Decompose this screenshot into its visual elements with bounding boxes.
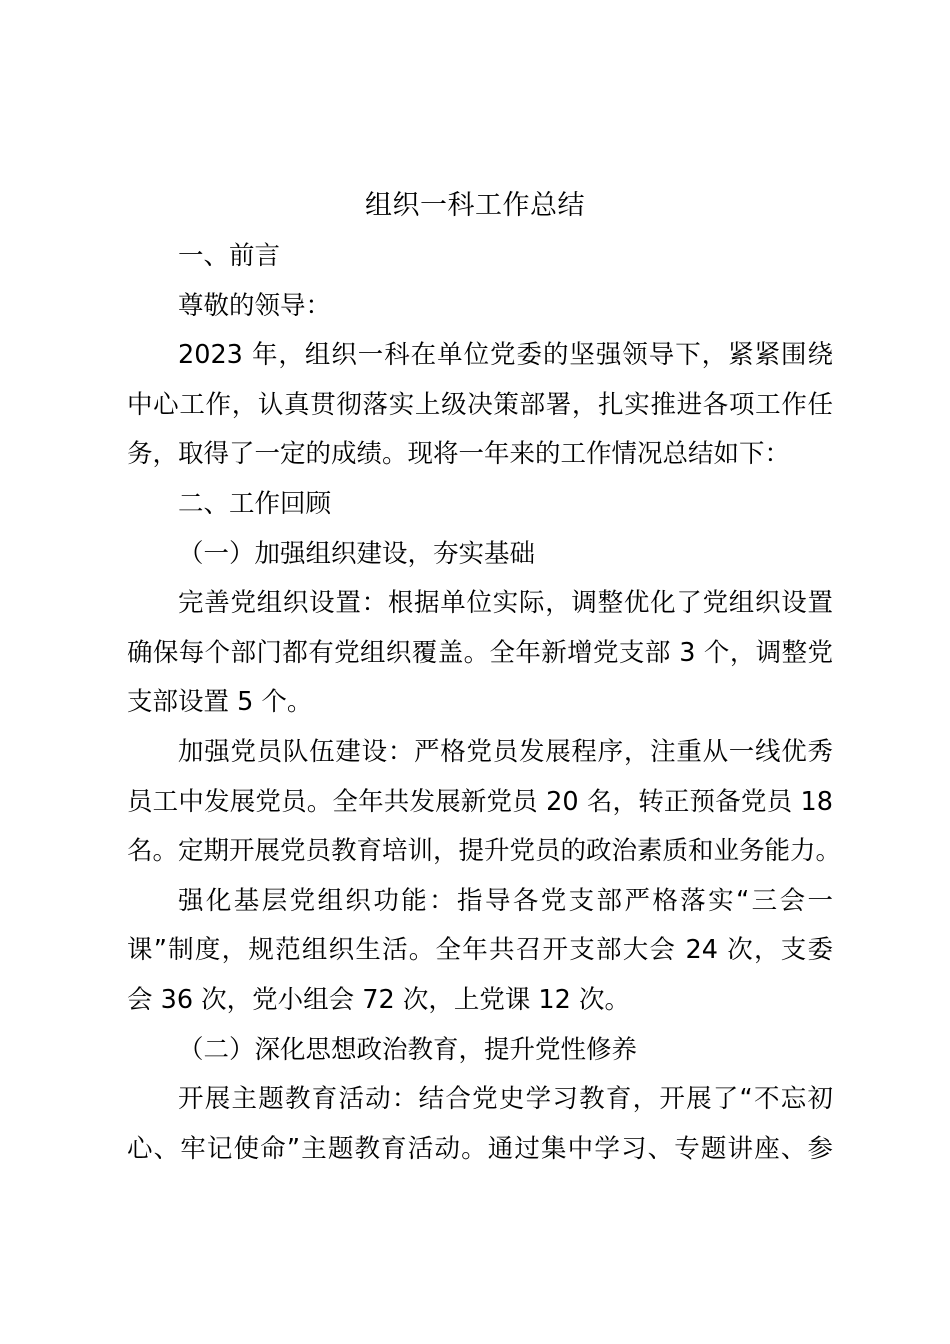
document-body — [127, 232, 842, 1174]
paragraph-line: 尊敬的领导： — [178, 290, 332, 321]
paragraph-line: 强化基层党组织功能：指导各党支部严格落实“三会一 — [178, 885, 833, 916]
paragraph-line: 会 36 次，党小组会 72 次，上党课 12 次。 — [127, 984, 630, 1015]
paragraph-line: 确保每个部门都有党组织覆盖。全年新增党支部 3 个，调整党 — [127, 637, 833, 668]
paragraph-line: 加强党员队伍建设：严格党员发展程序，注重从一线优秀 — [178, 736, 833, 767]
paragraph-line: 中心工作，认真贯彻落实上级决策部署，扎实推进各项工作任 — [127, 389, 833, 420]
paragraph-line: 二、工作回顾 — [178, 488, 332, 519]
paragraph-line: 心、牢记使命”主题教育活动。通过集中学习、专题讲座、参 — [127, 1133, 833, 1164]
paragraph-line: 开展主题教育活动：结合党史学习教育，开展了“不忘初 — [178, 1084, 833, 1115]
paragraph-line: （二）深化思想政治教育，提升党性修养 — [178, 1034, 638, 1065]
paragraph-line: 一、前言 — [178, 241, 281, 271]
paragraph-line: 务，取得了一定的成绩。现将一年来的工作情况总结如下： — [127, 439, 791, 470]
paragraph-line: （一）加强组织建设，夯实基础 — [178, 538, 536, 569]
paragraph-line: 员工中发展党员。全年共发展新党员 20 名，转正预备党员 18 — [127, 786, 833, 817]
paragraph-line: 2023 年，组织一科在单位党委的坚强领导下，紧紧围绕 — [178, 340, 833, 371]
paragraph-line: 完善党组织设置：根据单位实际，调整优化了党组织设置 — [178, 588, 833, 619]
document-title: 组织一科工作总结 — [365, 190, 585, 221]
paragraph-line: 课”制度，规范组织生活。全年共召开支部大会 24 次，支委 — [127, 935, 833, 966]
paragraph-line: 支部设置 5 个。 — [127, 687, 313, 718]
paragraph-line: 名。定期开展党员教育培训，提升党员的政治素质和业务能力。 — [127, 836, 842, 867]
